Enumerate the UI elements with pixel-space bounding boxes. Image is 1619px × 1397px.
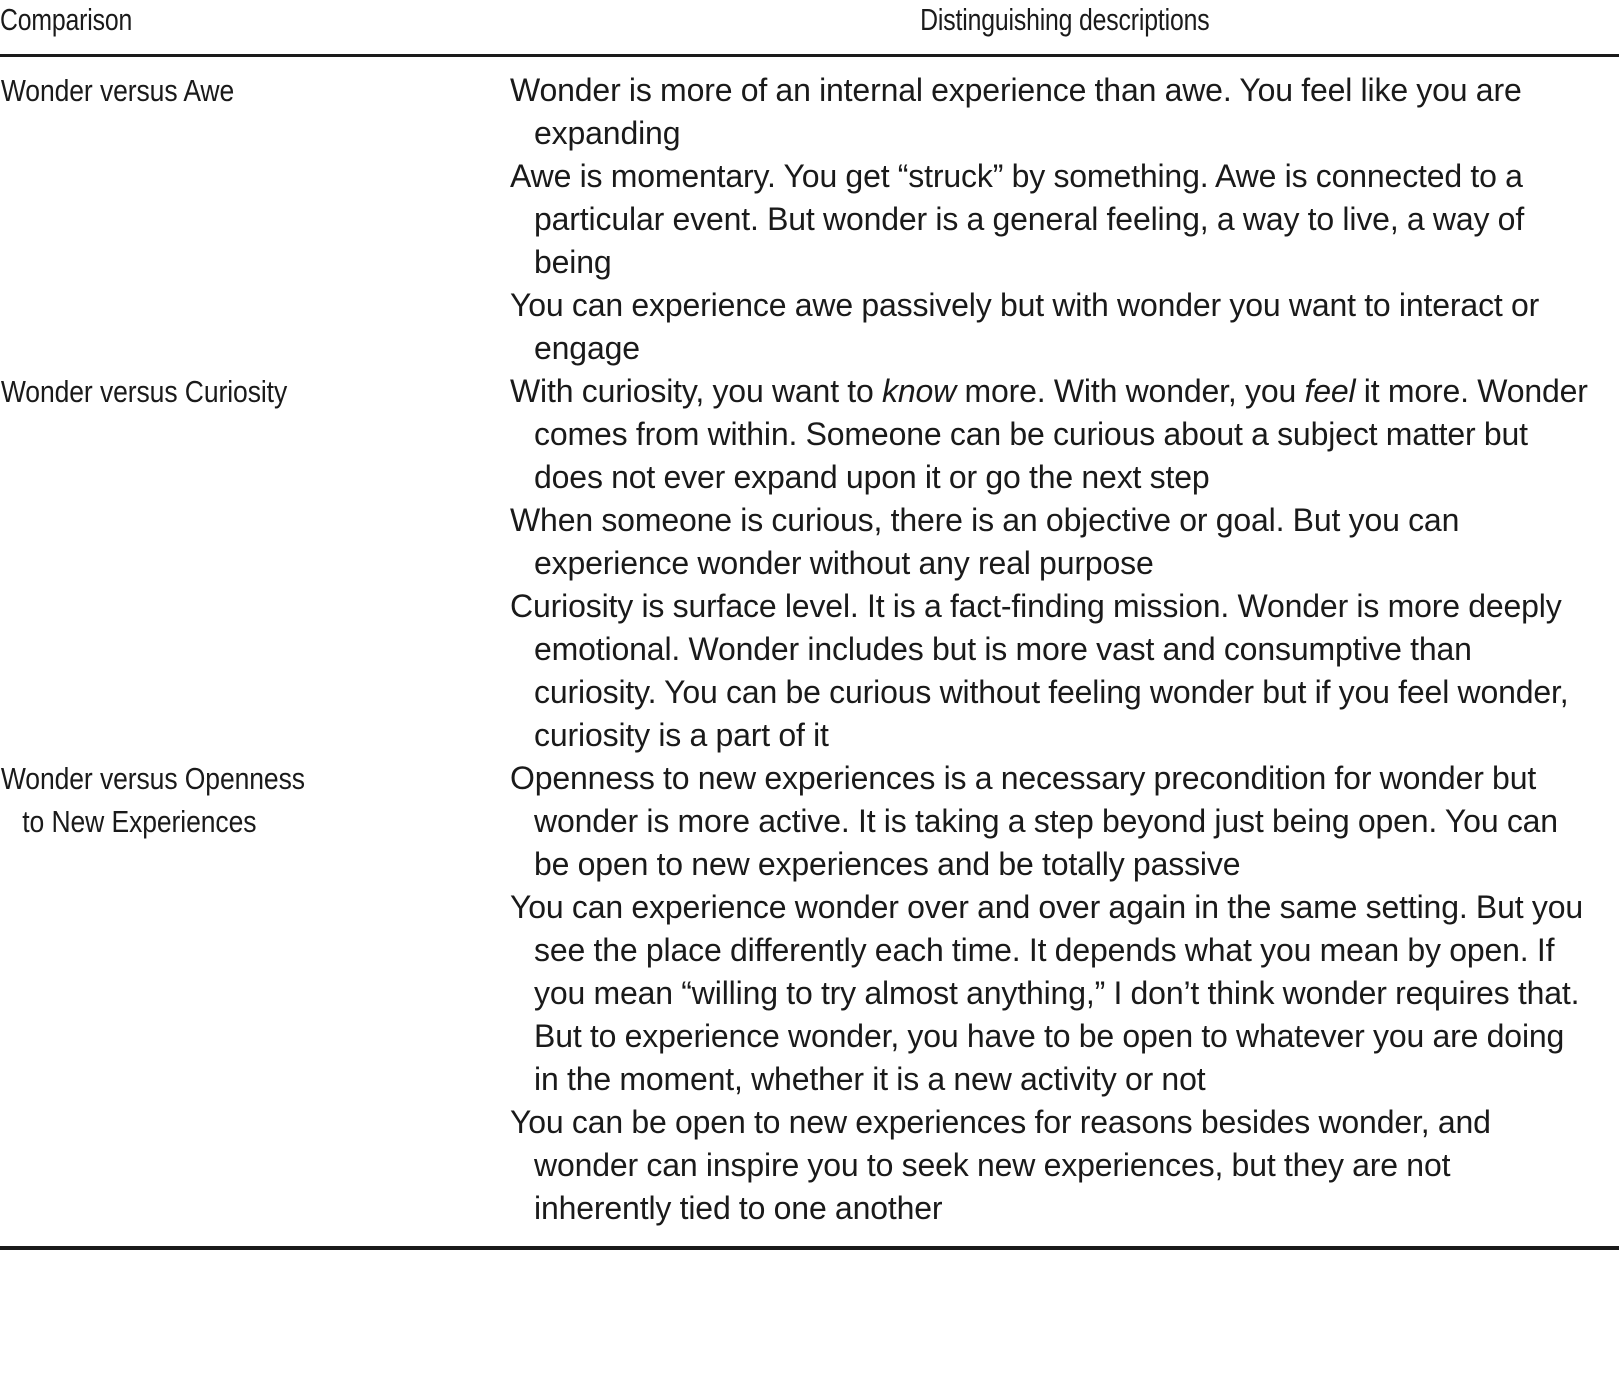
description-paragraph: When someone is curious, there is an objective or goal. But you can experience wonder without any real purpose: [510, 502, 1460, 581]
cell-comparison: [0, 757, 510, 843]
cell-descriptions: [510, 370, 1619, 757]
column-header-descriptions-label: Distinguishing descriptions: [919, 2, 1210, 37]
table-row: [0, 69, 1619, 370]
table-header-row: [0, 0, 1619, 54]
description-paragraph: Openness to new experiences is a necessary precondition for wonder but wonder is more active. It is taking a step beyond just being open. You can be open to new experiences and be totally passive: [510, 760, 1558, 882]
comparison-label: Wonder versus Curiosity: [0, 374, 288, 409]
description-paragraph: You can experience wonder over and over again in the same setting. But you see the place differently each time. It depends what you mean by open. If you mean “willing to try almost anything,” I don’t think wonder requires that. But to experience wonder, you have to be open to whatever you are doing in the moment, whether it is a new activity or not: [510, 889, 1583, 1097]
table-body: [0, 57, 1619, 1230]
comparison-label: Wonder versus Awe: [0, 73, 235, 108]
description-paragraph: You can be open to new experiences for reasons besides wonder, and wonder can inspire you to seek new experiences, but they are not inherently tied to one another: [510, 1104, 1491, 1226]
cell-descriptions: [510, 69, 1619, 370]
table-row: [0, 757, 1619, 1230]
description-paragraph: Awe is momentary. You get “struck” by something. Awe is connected to a particular event. But wonder is a general feeling, a way to live, a way of being: [510, 158, 1525, 280]
comparison-label: Wonder versus Openness: [0, 761, 305, 796]
cell-comparison: [0, 370, 510, 413]
description-paragraph: With curiosity, you want to know more. With wonder, you feel it more. Wonder comes from within. Someone can be curious about a subject matter but does not ever expand upon it or go the next step: [510, 373, 1588, 495]
description-paragraph: Wonder is more of an internal experience than awe. You feel like you are expanding: [510, 72, 1522, 151]
comparison-label: to New Experiences: [22, 804, 257, 839]
description-paragraph: Curiosity is surface level. It is a fact-finding mission. Wonder is more deeply emotional. Wonder includes but is more vast and consumptive than curiosity. You can be curious without feeling wonder but if you feel wonder, curiosity is a part of it: [510, 588, 1569, 753]
column-header-comparison: Comparison: [0, 2, 133, 37]
column-header-descriptions: [510, 0, 1619, 38]
cell-comparison: [0, 69, 510, 112]
table-row: [0, 370, 1619, 757]
description-paragraph: You can experience awe passively but with wonder you want to interact or engage: [510, 287, 1540, 366]
bottom-rule: [0, 1246, 1619, 1250]
cell-descriptions: [510, 757, 1619, 1230]
